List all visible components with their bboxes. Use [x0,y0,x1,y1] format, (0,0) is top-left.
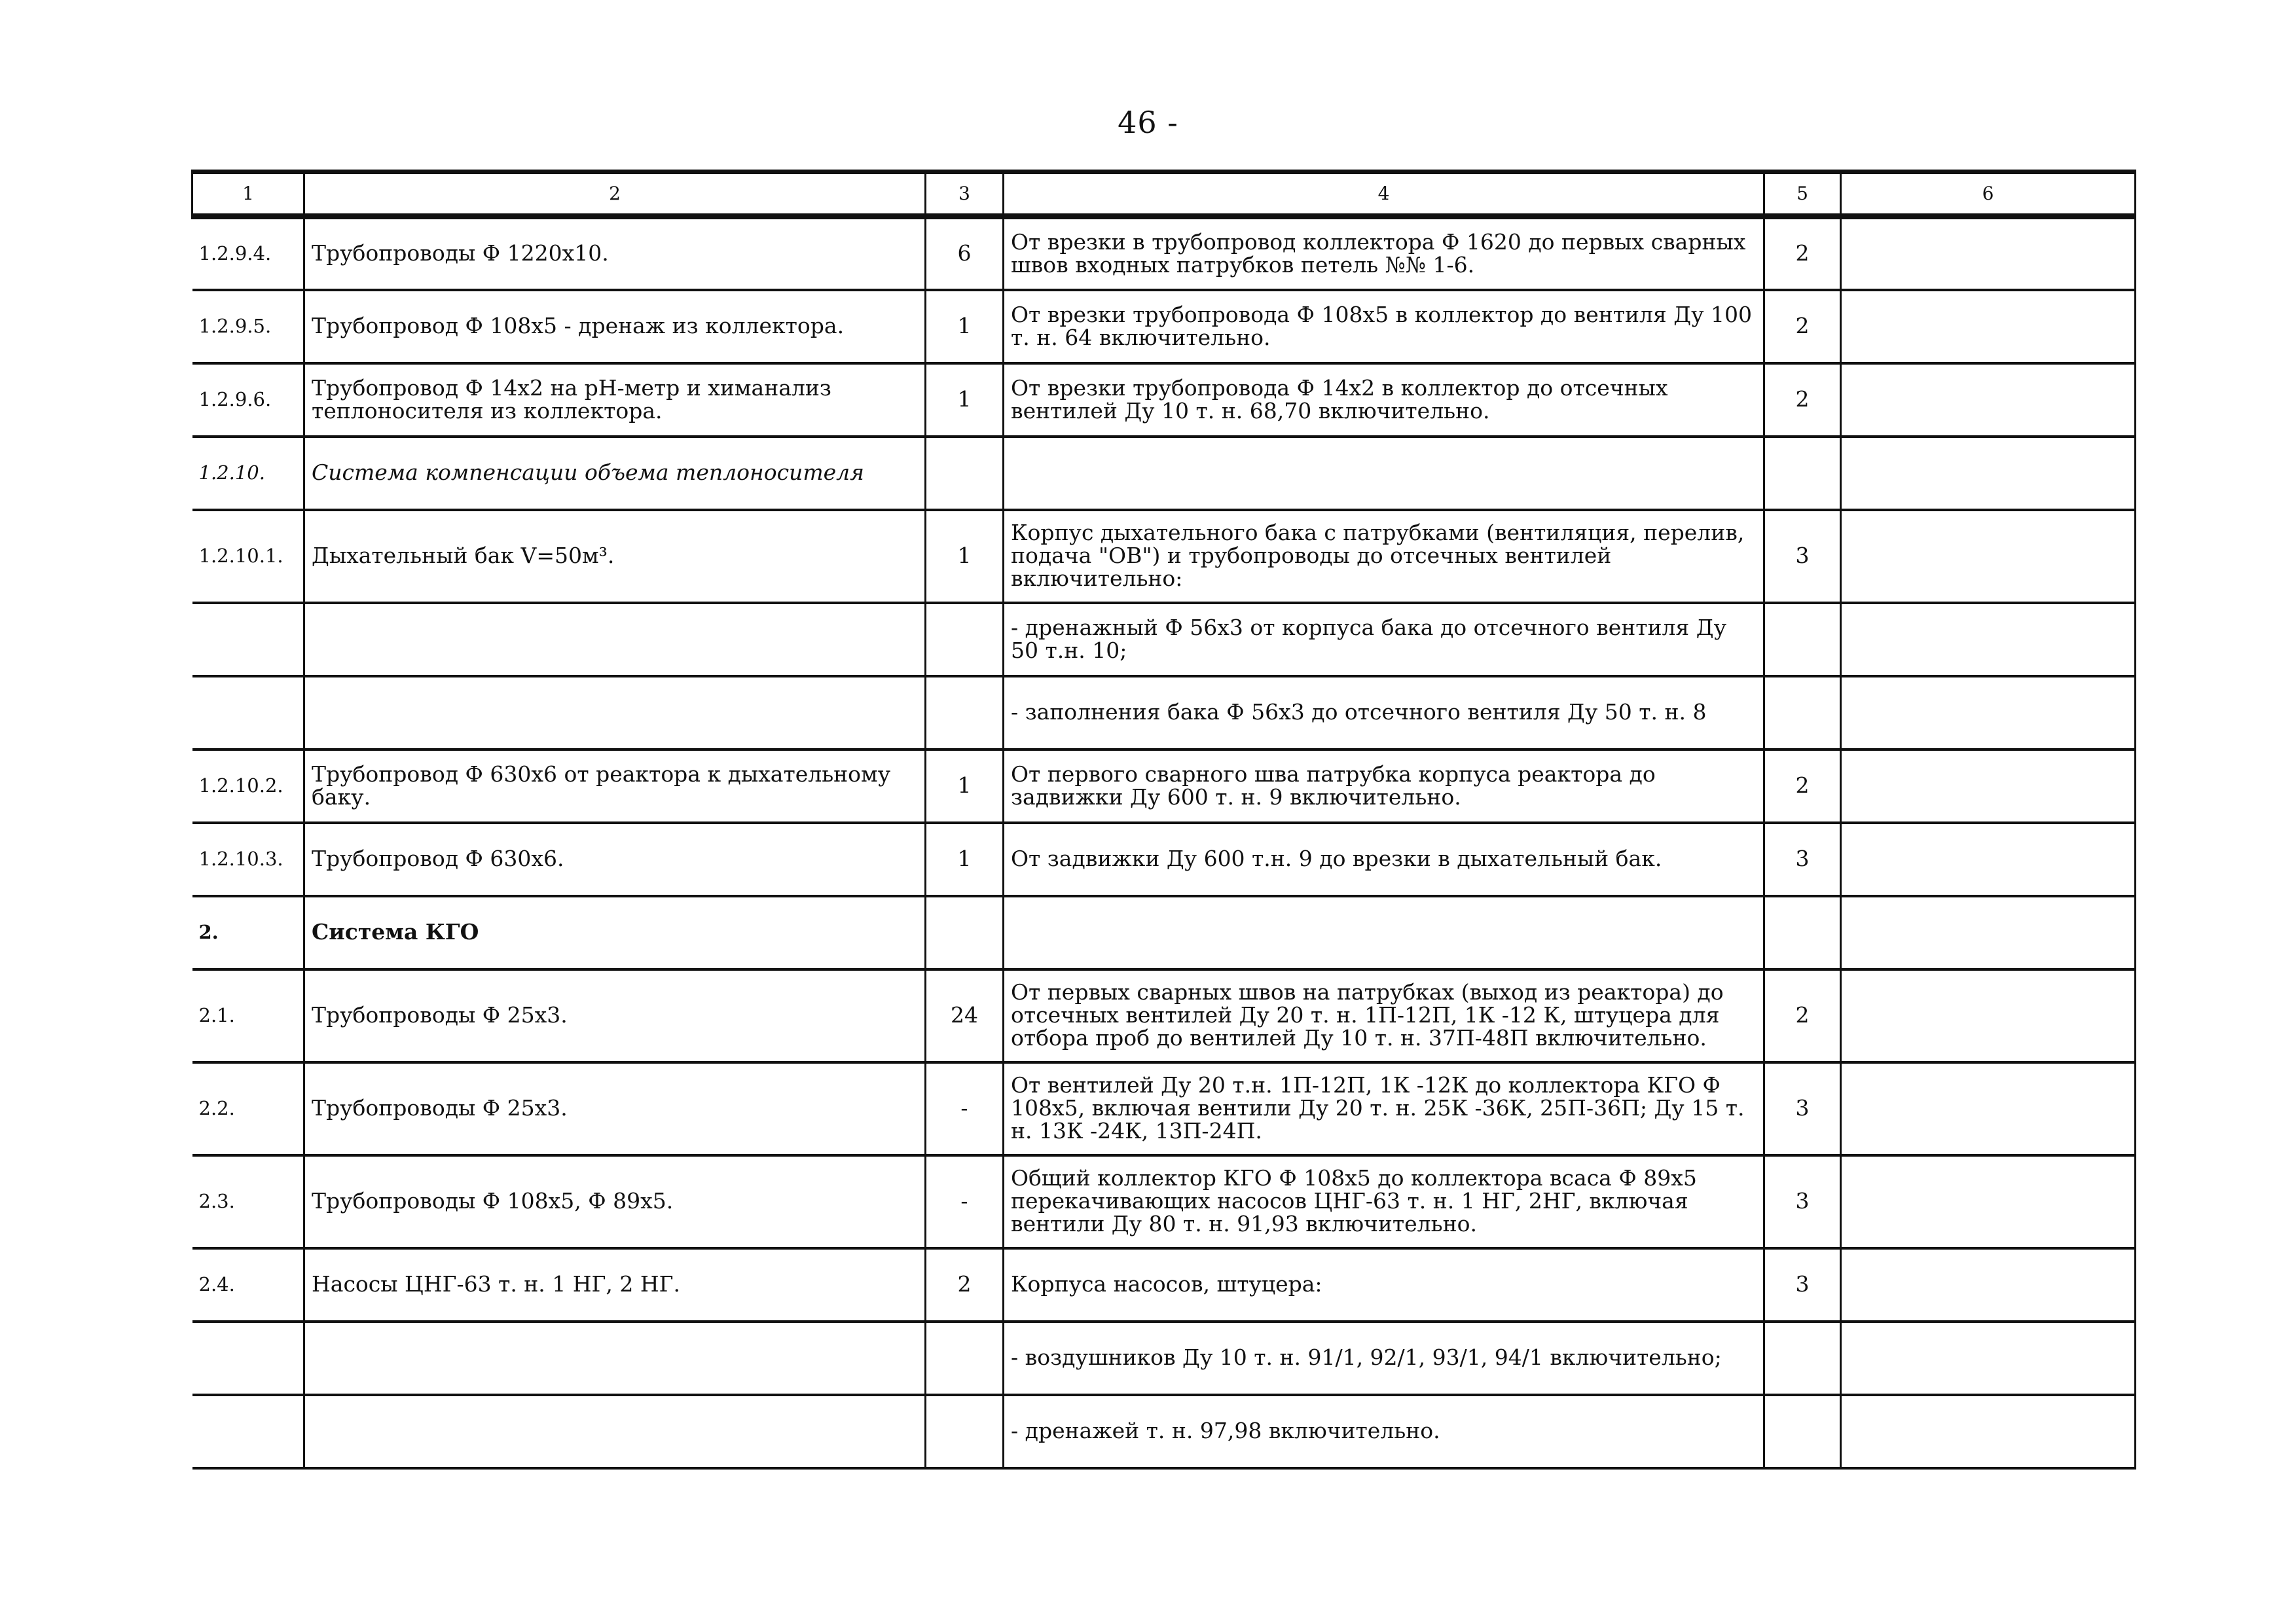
column-header-6: 6 [1841,172,2136,217]
note-cell [1841,1062,2136,1155]
boundary-cell: От врезки в трубопровод коллектора Ф 1620 до первых сварных швов входных патрубков петель №№ 1-6. [1004,217,1764,290]
quantity-cell: 1 [926,749,1004,823]
description-cell: Трубопроводы Ф 25х3. [304,1062,926,1155]
quantity-cell: 1 [926,290,1004,363]
quantity-cell: - [926,1062,1004,1155]
description-cell: Насосы ЦНГ-63 т. н. 1 НГ, 2 НГ. [304,1248,926,1322]
column-header-3: 3 [926,172,1004,217]
item-number-cell: 1.2.10.2. [192,749,304,823]
table-row [192,1155,2136,1248]
item-number-cell: 1.2.10.1. [192,510,304,603]
category-cell [1764,896,1841,969]
quantity-cell [926,1322,1004,1395]
item-number-cell [192,1322,304,1395]
quantity-cell: 24 [926,969,1004,1062]
table-row [192,510,2136,603]
note-cell [1841,290,2136,363]
boundary-cell: От первых сварных швов на патрубках (выход из реактора) до отсечных вентилей Ду 20 т. н. 1П-12П, 1К -12 К, штуцера для отбора проб до вентилей Ду 10 т. н. 37П-48П включительно. [1004,969,1764,1062]
quantity-cell: 1 [926,510,1004,603]
note-cell [1841,217,2136,290]
quantity-cell [926,437,1004,510]
boundary-cell: - заполнения бака Ф 56х3 до отсечного вентиля Ду 50 т. н. 8 [1004,676,1764,749]
boundary-cell: - дренажей т. н. 97,98 включительно. [1004,1395,1764,1468]
description-cell [304,1395,926,1468]
table-row [192,823,2136,896]
table-row [192,1248,2136,1322]
boundary-cell [1004,437,1764,510]
boundary-cell: Общий коллектор КГО Ф 108х5 до коллектора всаса Ф 89х5 перекачивающих насосов ЦНГ-63 т. н. 1 НГ, 2НГ, включая вентили Ду 80 т. н. 91,93 включительно. [1004,1155,1764,1248]
table-row [192,676,2136,749]
description-cell: Трубопровод Ф 630х6 от реактора к дыхательному баку. [304,749,926,823]
item-number-cell: 1.2.9.5. [192,290,304,363]
boundary-cell: От вентилей Ду 20 т.н. 1П-12П, 1К -12К до коллектора КГО Ф 108х5, включая вентили Ду 20 т. н. 25К -36К, 25П-36П; Ду 15 т. н. 13К -24К, 13П-24П. [1004,1062,1764,1155]
table-row [192,969,2136,1062]
item-number-cell: 1.2.10. [192,437,304,510]
boundary-cell [1004,896,1764,969]
quantity-cell: 1 [926,363,1004,437]
note-cell [1841,749,2136,823]
category-cell [1764,1395,1841,1468]
description-cell: Система КГО [304,896,926,969]
category-cell: 3 [1764,823,1841,896]
item-number-cell: 2. [192,896,304,969]
category-cell: 3 [1764,1248,1841,1322]
category-cell: 2 [1764,749,1841,823]
category-cell: 3 [1764,1155,1841,1248]
item-number-cell: 1.2.10.3. [192,823,304,896]
table-row [192,217,2136,290]
table-row [192,749,2136,823]
item-number-cell: 2.1. [192,969,304,1062]
quantity-cell [926,896,1004,969]
table-row [192,603,2136,676]
item-number-cell: 2.2. [192,1062,304,1155]
column-header-2: 2 [304,172,926,217]
quantity-cell: 6 [926,217,1004,290]
category-cell [1764,437,1841,510]
description-cell [304,1322,926,1395]
item-number-cell [192,676,304,749]
description-cell: Трубопроводы Ф 25х3. [304,969,926,1062]
boundary-cell: От врезки трубопровода Ф 108х5 в коллектор до вентиля Ду 100 т. н. 64 включительно. [1004,290,1764,363]
category-cell: 2 [1764,969,1841,1062]
column-header-5: 5 [1764,172,1841,217]
description-cell: Трубопровод Ф 14х2 на рН-метр и химанализ теплоносителя из коллектора. [304,363,926,437]
quantity-cell: - [926,1155,1004,1248]
item-number-cell [192,603,304,676]
specification-table [191,170,2136,1470]
description-cell: Дыхательный бак V=50м³. [304,510,926,603]
note-cell [1841,823,2136,896]
note-cell [1841,510,2136,603]
description-cell [304,676,926,749]
note-cell [1841,1248,2136,1322]
boundary-cell: От задвижки Ду 600 т.н. 9 до врезки в дыхательный бак. [1004,823,1764,896]
boundary-cell: - воздушников Ду 10 т. н. 91/1, 92/1, 93/1, 94/1 включительно; [1004,1322,1764,1395]
column-header-1: 1 [192,172,304,217]
table-row [192,1062,2136,1155]
category-cell [1764,1322,1841,1395]
table-row [192,1322,2136,1395]
quantity-cell [926,603,1004,676]
category-cell: 2 [1764,363,1841,437]
column-number-row [192,172,2136,217]
item-number-cell [192,1395,304,1468]
note-cell [1841,1322,2136,1395]
table-row [192,1395,2136,1468]
category-cell [1764,603,1841,676]
note-cell [1841,603,2136,676]
note-cell [1841,1155,2136,1248]
quantity-cell [926,1395,1004,1468]
item-number-cell: 2.4. [192,1248,304,1322]
boundary-cell: Корпуса насосов, штуцера: [1004,1248,1764,1322]
description-cell: Трубопроводы Ф 108х5, Ф 89х5. [304,1155,926,1248]
description-cell: Система компенсации объема теплоносителя [304,437,926,510]
description-cell: Трубопровод Ф 630х6. [304,823,926,896]
page-number: 46 - [1118,105,1178,140]
category-cell: 2 [1764,217,1841,290]
category-cell: 2 [1764,290,1841,363]
quantity-cell [926,676,1004,749]
table-row [192,437,2136,510]
note-cell [1841,363,2136,437]
note-cell [1841,896,2136,969]
description-cell [304,603,926,676]
table-row [192,896,2136,969]
description-cell: Трубопровод Ф 108х5 - дренаж из коллектора. [304,290,926,363]
note-cell [1841,969,2136,1062]
boundary-cell: - дренажный Ф 56х3 от корпуса бака до отсечного вентиля Ду 50 т.н. 10; [1004,603,1764,676]
table-row [192,363,2136,437]
category-cell: 3 [1764,1062,1841,1155]
item-number-cell: 1.2.9.6. [192,363,304,437]
quantity-cell: 1 [926,823,1004,896]
boundary-cell: От первого сварного шва патрубка корпуса реактора до задвижки Ду 600 т. н. 9 включительно. [1004,749,1764,823]
boundary-cell: От врезки трубопровода Ф 14х2 в коллектор до отсечных вентилей Ду 10 т. н. 68,70 включительно. [1004,363,1764,437]
item-number-cell: 2.3. [192,1155,304,1248]
item-number-cell: 1.2.9.4. [192,217,304,290]
category-cell [1764,676,1841,749]
column-header-4: 4 [1004,172,1764,217]
note-cell [1841,437,2136,510]
description-cell: Трубопроводы Ф 1220х10. [304,217,926,290]
category-cell: 3 [1764,510,1841,603]
boundary-cell: Корпус дыхательного бака с патрубками (вентиляция, перелив, подача "ОВ") и трубопроводы до отсечных вентилей включительно: [1004,510,1764,603]
table-row [192,290,2136,363]
quantity-cell: 2 [926,1248,1004,1322]
note-cell [1841,1395,2136,1468]
note-cell [1841,676,2136,749]
